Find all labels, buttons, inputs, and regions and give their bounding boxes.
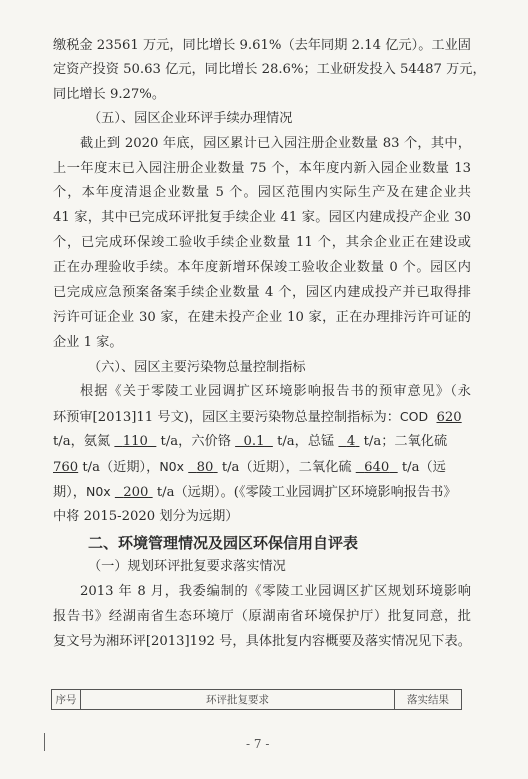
mn-value-text: 4 bbox=[346, 434, 356, 449]
cod-value: 620 bbox=[436, 410, 462, 425]
nh-value bbox=[114, 434, 156, 449]
nox-near-text: 80 bbox=[196, 460, 214, 475]
text-line: 中将 2015-2020 划分为远期） bbox=[53, 509, 239, 524]
text-line: 复文号为湘环评[2013]192 号，具体批复内容概要及落实情况见下表。 bbox=[53, 634, 471, 649]
text-line bbox=[53, 408, 471, 427]
nox-near-value bbox=[188, 460, 217, 475]
approval-table-header bbox=[51, 689, 462, 710]
text-span: 环预审[2013]11 号文)，园区主要污染物总量控制指标为： bbox=[53, 410, 400, 425]
nox-label: N0x bbox=[85, 484, 111, 499]
text-span: t/a（近期）， bbox=[82, 460, 160, 475]
text-line: 同比增长 9.27%。 bbox=[53, 87, 166, 102]
text-span: t/a（远 bbox=[401, 460, 446, 475]
so2-far-text: 640 bbox=[364, 460, 390, 475]
text-line: 正在办理验收手续。本年度新增环保竣工验收企业数量 0 个。园区内 bbox=[53, 260, 471, 275]
text-line bbox=[53, 458, 471, 477]
text-line: 报告书》经湖南省生态环境厅（原湖南省环境保护厅）批复同意，批 bbox=[53, 609, 471, 624]
so2-near-value: 760 bbox=[53, 460, 79, 475]
text-line bbox=[53, 433, 471, 451]
text-span: t/a，总锰 bbox=[277, 434, 335, 449]
text-line: 根据《关于零陵工业园调扩区环境影响报告书的预审意见》（永 bbox=[80, 384, 471, 399]
col-header-index: 序号 bbox=[52, 690, 81, 709]
text-line bbox=[53, 483, 471, 502]
text-line: 2013 年 8 月，我委编制的《零陵工业园调区扩区规划环境影响 bbox=[80, 584, 471, 599]
so2-far-value bbox=[356, 460, 398, 475]
text-line: 41 家，其中已完成环评批复手续企业 41 家。园区内建成投产企业 30 bbox=[53, 210, 471, 225]
text-line: 上一年度末已入园注册企业数量 75 个，本年度内新入园企业数量 13 bbox=[53, 161, 471, 176]
subsection-heading-1: （一）规划环评批复要求落实情况 bbox=[88, 559, 286, 574]
text-span: t/a；二氧化硫 bbox=[363, 434, 448, 449]
mn-value bbox=[338, 434, 359, 449]
nox-far-text: 200 bbox=[123, 485, 149, 500]
text-line: 污许可证企业 30 家，在建未投产企业 10 家，正在办理排污许可证的 bbox=[53, 310, 471, 325]
cr-value bbox=[235, 434, 273, 449]
page-number: - 7 - bbox=[246, 737, 270, 751]
text-line: 个，本年度清退企业数量 5 个。园区范围内实际生产及在建企业共 bbox=[53, 185, 471, 200]
section-heading-5: （五）、园区企业环评手续办理情况 bbox=[88, 111, 293, 126]
section-heading-6: （六）、园区主要污染物总量控制指标 bbox=[88, 360, 306, 375]
binding-margin-mark bbox=[44, 733, 45, 751]
text-line: 缴税金 23561 万元，同比增长 9.61%（去年同期 2.14 亿元）。工业固 bbox=[53, 38, 471, 53]
text-line: 企业 1 家。 bbox=[53, 335, 123, 350]
text-span: t/a，六价铬 bbox=[160, 434, 231, 449]
nox-far-value bbox=[115, 485, 153, 500]
nh-value-text: 110 bbox=[122, 434, 148, 449]
text-line: 已完成应急预案备案手续企业数量 4 个，园区内建成投产并已取得排 bbox=[53, 285, 471, 300]
text-span: 期）， bbox=[53, 485, 86, 500]
text-span: t/a（近期），二氧化硫 bbox=[221, 460, 352, 475]
col-header-requirement: 环评批复要求 bbox=[81, 690, 395, 709]
cr-value-text: 0.1 bbox=[243, 434, 265, 449]
nox-label: N0x bbox=[159, 459, 185, 474]
col-header-result: 落实结果 bbox=[407, 694, 449, 706]
text-line: 截止到 2020 年底，园区累计已入园注册企业数量 83 个，其中， bbox=[80, 136, 471, 151]
section-title-2: 二、环境管理情况及园区环保信用自评表 bbox=[88, 534, 359, 552]
text-line: 定资产投资 50.63 亿元，同比增长 28.6%；工业研发投入 54487 万元， bbox=[53, 62, 486, 77]
text-span: t/a（远期）。(《零陵工业园调扩区环境影响报告书》 bbox=[156, 485, 457, 500]
text-line: 个，已完成环保竣工验收手续企业数量 11 个，其余企业正在建设或 bbox=[53, 235, 471, 250]
text-span: t/a，氨氮 bbox=[53, 434, 111, 449]
cod-label: COD bbox=[399, 409, 429, 424]
